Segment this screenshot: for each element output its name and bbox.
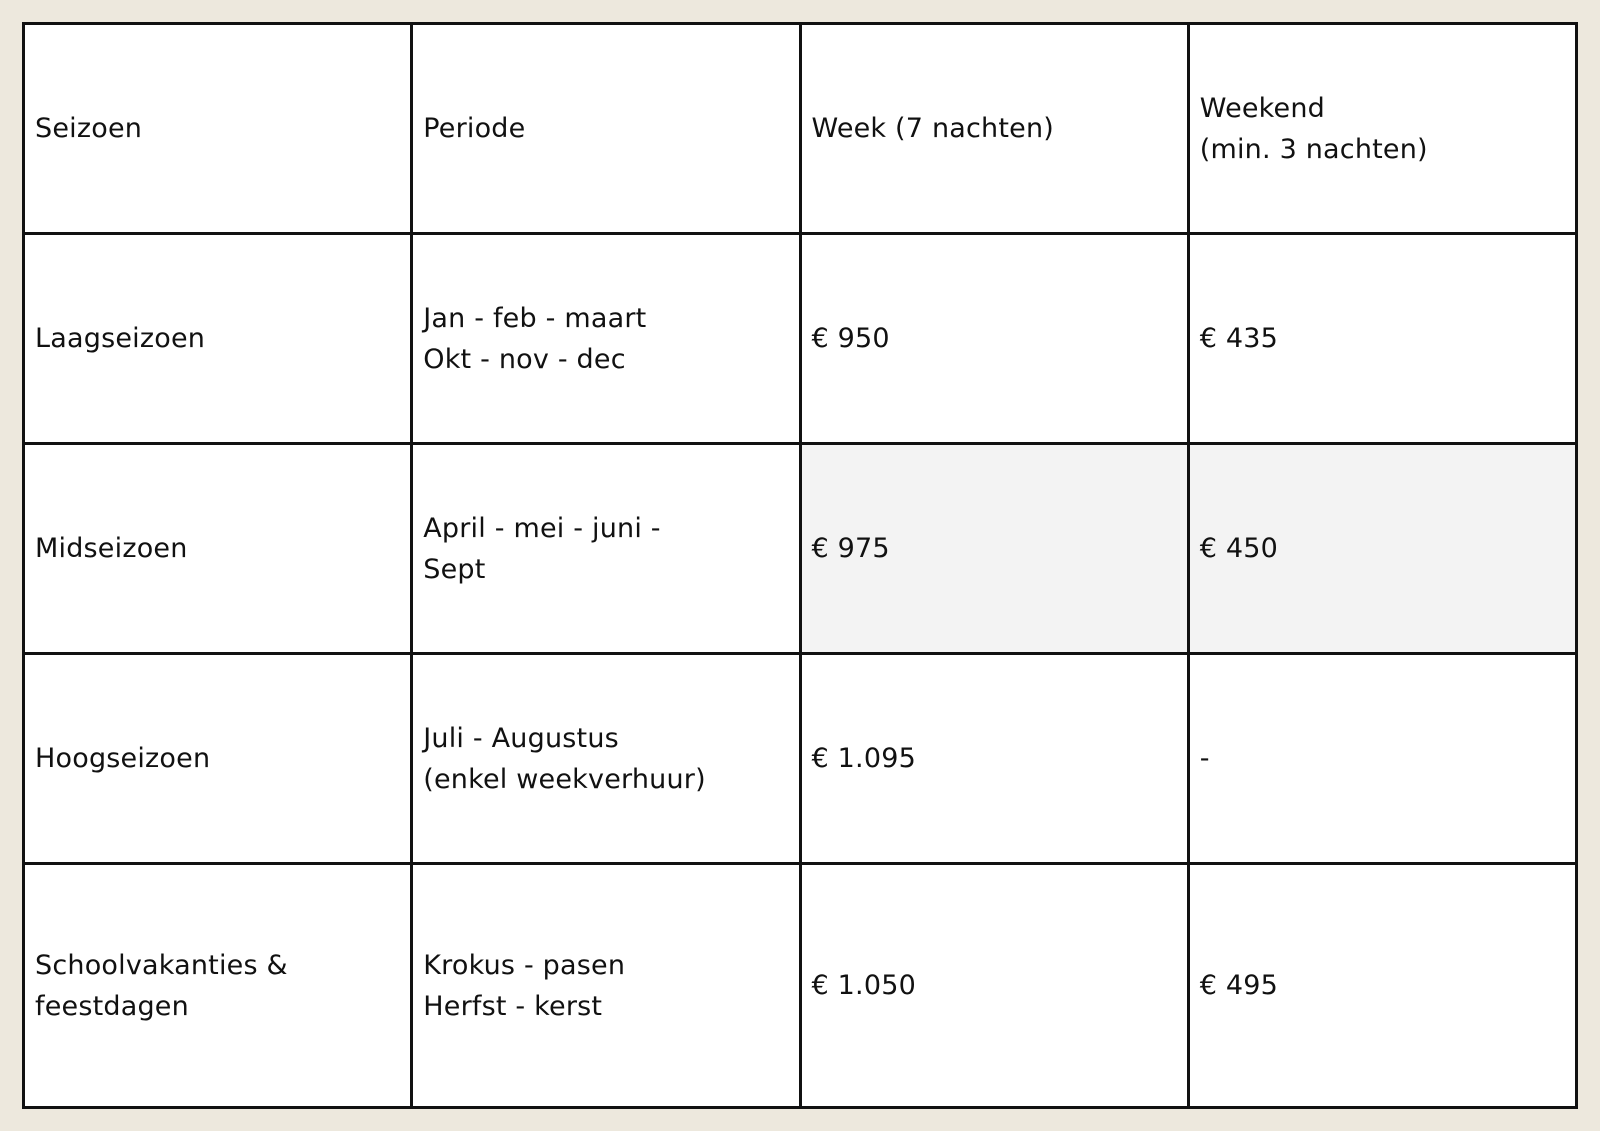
header-week: Week (7 nachten) [800,24,1188,234]
table-row [24,864,1577,1108]
cell-weekend-price: € 435 [1188,234,1576,444]
table-row [24,444,1577,654]
cell-periode: Jan - feb - maart Okt - nov - dec [412,234,800,444]
header-seizoen: Seizoen [24,24,412,234]
cell-periode: Juli - Augustus (enkel weekverhuur) [412,654,800,864]
table-row [24,234,1577,444]
cell-weekend-price: € 450 [1188,444,1576,654]
cell-week-price: € 1.050 [800,864,1188,1108]
cell-seizoen: Laagseizoen [24,234,412,444]
cell-week-price: € 975 [800,444,1188,654]
header-weekend: Weekend (min. 3 nachten) [1188,24,1576,234]
header-periode: Periode [412,24,800,234]
cell-seizoen: Hoogseizoen [24,654,412,864]
cell-periode: April - mei - juni - Sept [412,444,800,654]
cell-weekend-price: - [1188,654,1576,864]
cell-weekend-price: € 495 [1188,864,1576,1108]
cell-week-price: € 950 [800,234,1188,444]
table-header-row [24,24,1577,234]
cell-periode: Krokus - pasen Herfst - kerst [412,864,800,1108]
price-table [22,22,1578,1109]
cell-seizoen: Midseizoen [24,444,412,654]
cell-week-price: € 1.095 [800,654,1188,864]
cell-seizoen: Schoolvakanties & feestdagen [24,864,412,1108]
table-row [24,654,1577,864]
